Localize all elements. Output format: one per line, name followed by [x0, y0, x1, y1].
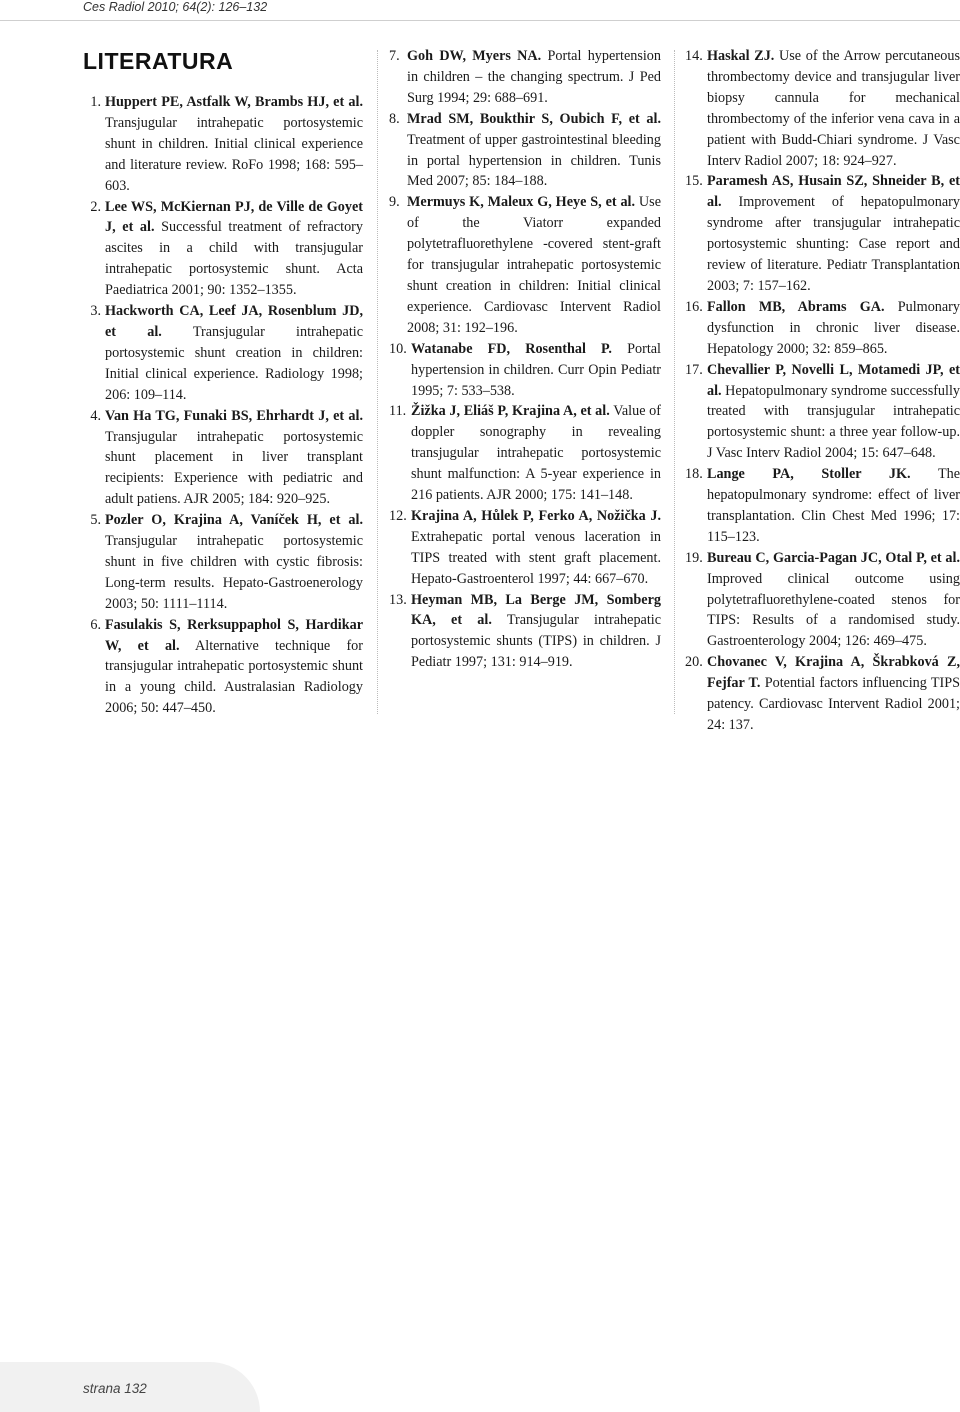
reference-authors: Lange PA, Stoller JK.: [707, 466, 911, 483]
reference-number: 2.: [90, 198, 101, 215]
reference-item: [83, 301, 363, 406]
reference-text: Alternative technique for transjugular intrahepatic portosystemic shunt in a young child. Australasian Radiology 2006; 50: 447–450.: [105, 637, 363, 717]
reference-number: 16.: [685, 298, 703, 315]
reference-authors: Fasulakis S, Rerksuppaphol S, Hardikar W, et al.: [105, 616, 363, 654]
reference-item: [83, 510, 363, 615]
reference-authors: Heyman MB, La Berge JM, Somberg KA, et al.: [411, 591, 661, 629]
reference-item: [685, 297, 960, 360]
reference-authors: Žižka J, Eliáš P, Krajina A, et al.: [411, 403, 610, 420]
journal-citation: Ces Radiol 2010; 64(2): 126–132: [83, 0, 268, 14]
reference-text: Treatment of upper gastrointestinal bleeding in portal hypertension in children. Tunis Med 2007; 85: 184–188.: [407, 131, 661, 190]
reference-number: 14.: [685, 48, 703, 64]
reference-list: [83, 92, 363, 719]
reference-item: [685, 46, 960, 171]
reference-text: Extrahepatic portal venous laceration in TIPS treated with stent graft placement. Hepato-Gastroenterol 1997; 44: 667–670.: [411, 528, 661, 587]
reference-authors: Mermuys K, Maleux G, Heye S, et al.: [407, 194, 636, 211]
reference-text: Transjugular intrahepatic portosystemic shunt placement in liver transplant recipients: Experience with pediatric and adult patiens. AJR 2005; 184: 920–925.: [105, 428, 363, 508]
reference-authors: Huppert PE, Astfalk W, Brambs HJ, et al.: [105, 94, 363, 110]
column-divider: [377, 50, 378, 714]
reference-item: [389, 401, 661, 506]
reference-number: 20.: [685, 654, 703, 671]
reference-text: Portal hypertension in children – the changing spectrum. J Ped Surg 1994; 29: 688–691.: [407, 48, 661, 106]
reference-text: Potential factors influencing TIPS patency. Cardiovasc Intervent Radiol 2001; 24: 137.: [707, 675, 960, 733]
section-title: LITERATURA: [83, 48, 234, 74]
reference-authors: Krajina A, Hůlek P, Ferko A, Nožička J.: [411, 507, 661, 524]
reference-authors: Lee WS, McKiernan PJ, de Ville de Goyet J, et al.: [105, 198, 363, 236]
reference-number: 10.: [389, 340, 407, 357]
reference-number: 11.: [389, 403, 407, 420]
reference-item: [83, 92, 363, 197]
reference-number: 6.: [90, 616, 101, 633]
reference-authors: Chevallier P, Novelli L, Motamedi JP, et al.: [707, 361, 960, 399]
reference-item: [685, 548, 960, 653]
reference-item: [389, 109, 661, 193]
reference-text: The hepatopulmonary syndrome: effect of liver transplantation. Clin Chest Med 1996; 17: 115–123.: [707, 466, 960, 545]
column-left: [83, 46, 363, 719]
reference-text: Hepatopulmonary syndrome successfully treated with transjugular intrahepatic portosystemic shunt: a three year follow-up. J Vasc Interv Radiol 2004; 15: 647–648.: [707, 382, 960, 462]
reference-text: Improved clinical outcome using polytetrafluorethylene-coated stenos for TIPS: Results of a randomised study. Gastroenterology 2004; 126: 469–475.: [707, 570, 960, 650]
reference-number: 7.: [389, 48, 400, 64]
reference-number: 1.: [90, 94, 101, 110]
reference-authors: Goh DW, Myers NA.: [407, 48, 542, 64]
page-number: strana 132: [83, 1381, 147, 1396]
reference-item: [685, 360, 960, 465]
reference-number: 15.: [685, 173, 703, 190]
reference-text: Transjugular intrahepatic portosystemic shunts (TIPS) in children. J Pediatr 1997; 131: 914–919.: [411, 612, 662, 671]
reference-list: [685, 46, 960, 736]
reference-text: Improvement of hepatopulmonary syndrome after transjugular intrahepatic portosystemic shunting: Case report and review of literature. Pediatr Transplantation 2003; 7: 157–162.: [707, 194, 960, 294]
reference-number: 13.: [389, 591, 407, 608]
reference-item: [685, 652, 960, 736]
reference-number: 17.: [685, 361, 703, 378]
reference-item: [685, 464, 960, 548]
reference-authors: Bureau C, Garcia-Pagan JC, Otal P, et al.: [707, 549, 960, 566]
reference-text: Successful treatment of refractory ascites in a child with transjugular intrahepatic portosystemic shunt. Acta Paediatrica 2001; 90: 1352–1355.: [105, 219, 363, 299]
reference-authors: Haskal ZJ.: [707, 48, 775, 64]
reference-number: 19.: [685, 549, 703, 566]
reference-item: [389, 590, 661, 674]
reference-item: [83, 615, 363, 720]
reference-text: Portal hypertension in children. Curr Opin Pediatr 1995; 7: 533–538.: [411, 340, 661, 399]
reference-text: Use of the Viatorr expanded polytetrafluorethylene -covered stent-graft for transjugular intrahepatic portosystemic shunt creation in children: Initial clinical experience. Cardiovasc Intervent Radiol 2008; 31: 192–196.: [407, 194, 661, 336]
reference-number: 5.: [90, 512, 101, 529]
reference-authors: Hackworth CA, Leef JA, Rosenblum JD, et al.: [105, 303, 363, 340]
reference-authors: Mrad SM, Boukthir S, Oubich F, et al.: [407, 110, 661, 127]
page-footer: [0, 1362, 260, 1412]
reference-authors: Fallon MB, Abrams GA.: [707, 298, 885, 315]
reference-number: 12.: [389, 507, 407, 524]
column-right: [685, 46, 960, 736]
reference-authors: Watanabe FD, Rosenthal P.: [411, 340, 612, 357]
reference-authors: Paramesh AS, Husain SZ, Shneider B, et al.: [707, 173, 960, 211]
reference-number: 9.: [389, 194, 400, 211]
running-header: [0, 0, 960, 21]
reference-number: 4.: [90, 407, 101, 424]
reference-number: 8.: [389, 110, 400, 127]
reference-text: Pulmonary dysfunction in chronic liver disease. Hepatology 2000; 32: 859–865.: [707, 298, 960, 357]
reference-authors: Van Ha TG, Funaki BS, Ehrhardt J, et al.: [105, 407, 363, 424]
reference-item: [83, 406, 363, 511]
reference-text: Value of doppler sonography in revealing transjugular intrahepatic portosystemic shunt malfunction: A 5-year experience in 216 patients. AJR 2000; 175: 141–148.: [411, 403, 662, 504]
reference-item: [83, 197, 363, 302]
reference-list: [389, 46, 661, 673]
reference-authors: Chovanec V, Krajina A, Škrabková Z, Fejfar T.: [707, 654, 960, 692]
reference-authors: Pozler O, Krajina A, Vaníček H, et al.: [105, 512, 363, 529]
reference-number: 3.: [90, 303, 101, 320]
reference-item: [389, 46, 661, 109]
reference-text: Transjugular intrahepatic portosystemic shunt creation in children: Initial clinical experience. Radiology 1998; 206: 109–114.: [105, 323, 364, 403]
reference-item: [389, 192, 661, 338]
reference-item: [389, 339, 661, 402]
reference-item: [685, 171, 960, 296]
reference-text: Use of the Arrow percutaneous thrombectomy device and transjugular liver biopsy cannula for mechanical thrombectomy of the inferior vena cava in a patient with Budd-Chiari syndrome. J Vasc Interv Radiol 2007; 18: 924–927.: [707, 48, 960, 169]
reference-number: 18.: [685, 466, 703, 483]
reference-item: [389, 506, 661, 590]
reference-text: Transjugular intrahepatic portosystemic shunt in children. Initial clinical experience and literature review. RoFo 1998; 168: 595–603.: [105, 114, 363, 194]
column-divider: [674, 50, 675, 714]
column-middle: [389, 46, 661, 673]
reference-text: Transjugular intrahepatic portosystemic shunt in five children with cystic fibrosis: Long-term results. Hepato-Gastroenerology 2003; 50: 1111–1114.: [105, 533, 363, 612]
